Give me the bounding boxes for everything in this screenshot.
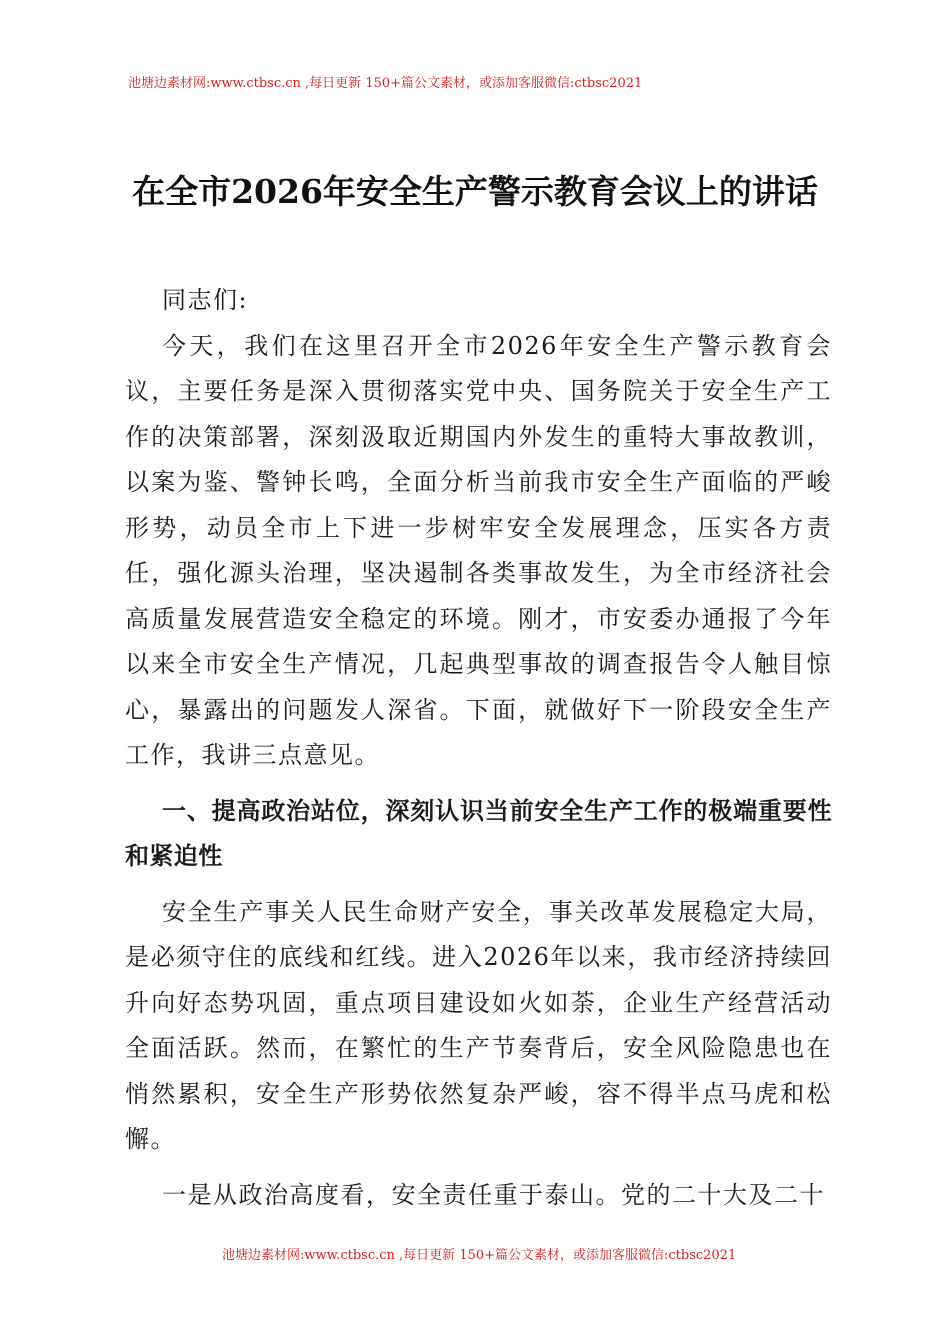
document-title: 在全市2026年安全生产警示教育会议上的讲话 — [132, 172, 818, 211]
watermark-header: 池塘边素材网:www.ctbsc.cn ,每日更新 150+篇公文素材，或添加客服微信:ctbsc2021 — [128, 76, 643, 91]
document-body — [125, 278, 832, 1228]
point-one-paragraph: 一是从政治高度看，安全责任重于泰山。党的二十大及二十 — [162, 1180, 825, 1209]
watermark-footer: 池塘边素材网:www.ctbsc.cn ,每日更新 150+篇公文素材，或添加客服微信:ctbsc2021 — [222, 1248, 737, 1263]
intro-paragraph: 今天，我们在这里召开全市2026年安全生产警示教育会议，主要任务是深入贯彻落实党中央、国务院关于安全生产工作的决策部署，深刻汲取近期国内外发生的重特大事故教训，以案为鉴、警钟长鸣，全面分析当前我市安全生产面临的严峻形势，动员全市上下进一步树牢安全发展理念，压实各方责任，强化源头治理，坚决遏制各类事故发生，为全市经济社会高质量发展营造安全稳定的环境。刚才，市安委办通报了今年以来全市安全生产情况，几起典型事故的调查报告令人触目惊心，暴露出的问题发人深省。下面，就做好下一阶段安全生产工作，我讲三点意见。 — [125, 331, 832, 769]
section-one-paragraph: 安全生产事关人民生命财产安全，事关改革发展稳定大局，是必须守住的底线和红线。进入2026年以来，我市经济持续回升向好态势巩固，重点项目建设如火如荼，企业生产经营活动全面活跃。然而，在繁忙的生产节奏背后，安全风险隐患也在悄然累积，安全生产形势依然复杂严峻，容不得半点马虎和松懈。 — [125, 897, 832, 1153]
salutation: 同志们: — [162, 286, 249, 314]
section-one-heading: 一、提高政治站位，深刻认识当前安全生产工作的极端重要性和紧迫性 — [125, 796, 832, 870]
